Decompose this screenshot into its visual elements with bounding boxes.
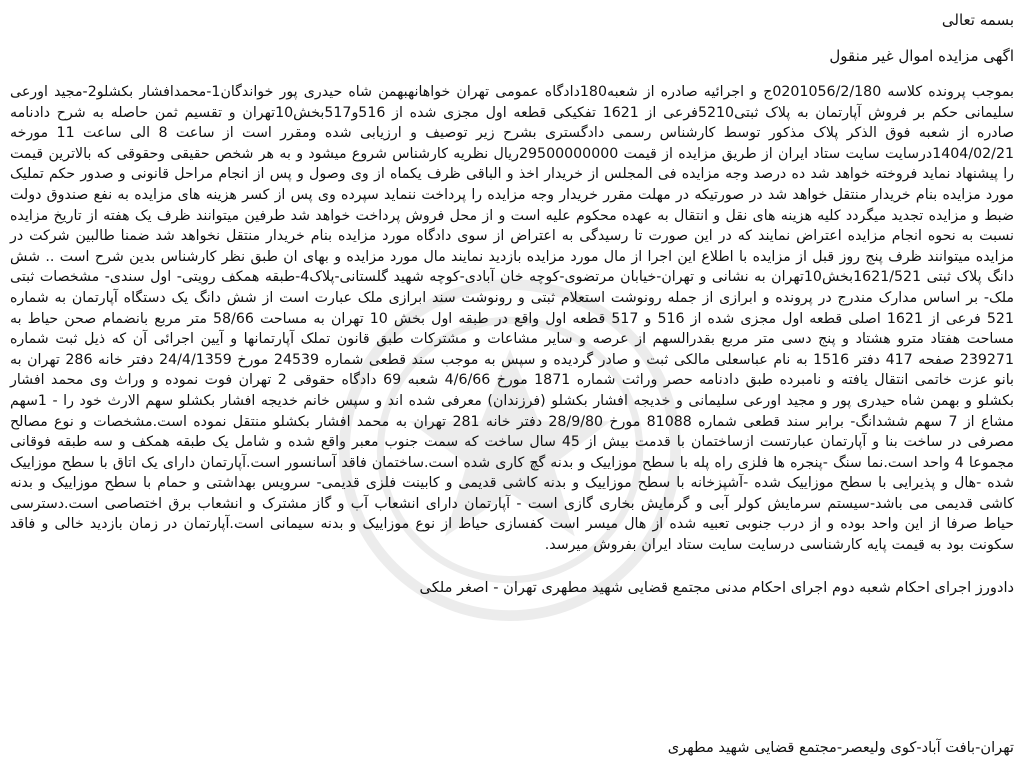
notice-title: اگهی مزایده اموال غیر منقول (829, 47, 1014, 65)
signature-line: دادورز اجرای احکام شعبه دوم اجرای احکام مدنی مجتمع قضایی شهید مطهری تهران - اصغر ملکی (419, 578, 1014, 596)
notice-body-text: بموجب پرونده کلاسه 0201056/2/180ج و اجرائیه صادره از شعبه180دادگاه عمومی تهران خواهانهبهمن شاه حیدری پور خواندگان1-محمدافشار بکشلو2-مجید اورعی سلیمانی حکم بر فروش آپارتمان به پلاک ثبتی5210فرعی از 1621 تفکیکی قطعه اول مجزی شده از 516و517بخش10تهران و تقسیم ثمن حاصله به شرح دادنامه صادره از شعبه فوق الذکر پلاک مذکور توسط کارشناس رسمی دادگستری بشرح زیر توصیف و ارزیابی شده ومقرر است از ساعت 8 الی ساعت 11 مورخه 1404/02/21درسایت سایت ستاد ایران از طریق مزایده از قیمت 29500000000ریال نظریه کارشناس شروع میشود و به هر شخص حقیقی وحقوقی که بالاترین قیمت را پیشنهاد نماید فروخته خواهد شد ده درصد وجه مزایده فی المجلس از خریدار اخذ و الباقی ظرف یکماه از وی وصول و پس از انجام مراحل قانونی و صدور حکم تملیک مورد مزایده بنام خریدار منتقل خواهد شد در صورتیکه در مهلت مقرر خریدار وجه مزایده را پرداخت ننماید سپرده وی پس از کسر هزینه های مزایده به نفع صندوق دولت ضبط و مزایده تجدید میگردد کلیه هزینه های نقل و انتقال به عهده محکوم علیه است و از محل فروش پرداخت خواهد شد طرفین میتوانند ظرف یک هفته از تاریخ مزایده نسبت به نحوه انجام مزایده اعتراض نمایند که در این صورت تا رسیدگی به اعتراض از سوی دادگاه مورد مزایده بنام خریدار منتقل نخواهد شد ضمنا طالبین شرکت در مزایده میتوانند ظرف پنج روز قبل از مزایده با اطلاع این اجرا از مال مورد مزایده بازدید نمایند مال مورد مزایده و بهای ان طبق نظر کارشناس بدین شرح است .. شش دانگ پلاک ثبتی 1621/521بخش10تهران به نشانی و تهران-خیابان مرتضوی-کوچه خان آبادی-کوچه شهید گلستانی-پلاک4-طبقه همکف رویتی- اول سندی- مشخصات ثبتی ملک- بر اساس مدارک مندرج در پرونده و ابرازی از جمله رونوشت استعلام ثبتی و رونوشت سند ابرازی ملک عبارت است از شش دانگ یک دستگاه آپارتمان به شماره 521 فرعی از 1621 اصلی قطعه اول مجزی شده از 516 و 517 قطعه اول واقع در طبقه اول بخش 10 تهران به مساحت 58/66 متر مربع بانضمام صحن حیاط به مساحت هفتاد مترو هشتاد و پنج دسی متر مربع بقدرالسهم از عرصه و سایر مشاعات و مشترکات طبق قانون تملک آپارتمانها و آیین اجرائی آن که ذیل ثبت شماره 239271 صفحه 417 دفتر 1516 به نام عباسعلی مالکی ثبت و صادر گردیده و سپس به موجب سند قطعی شماره 24539 مورخ 24/4/1359 دفتر خانه 286 تهران به بانو عزت خاتمی انتقال یافته و نامبرده طبق دادنامه حصر وراثت شماره 1871 مورخ 4/6/66 شعبه 69 دادگاه حقوقی 2 تهران فوت نموده و وراث وی محمد افشار بکشلو و بهمن شاه حیدری پور و مجید اورعی سلیمانی و خدیجه افشار بکشلو (فرزندان) معرفی شده اند و سپس خانم خدیجه افشار بکشلو سهم الارث خود را - 1سهم مشاع از 7 سهم ششدانگ- برابر سند قطعی شماره 81088 مورخ 28/9/80 دفتر خانه 281 تهران به محمد افشار بکشلو منتقل نموده است.مشخصات و نوع مصالح مصرفی در ساخت بنا و آپارتمان عبارتست ازساختمان با قدمت بیش از 45 سال ساخت که سمت جنوب معبر واقع شده و شامل یک طبقه همکف و سه طبقه فوقانی مجموعا 4 واحد است.نما سنگ -پنجره ها فلزی راه پله با سطح موزاییک و بدنه گچ کاری شده است.ساختمان فاقد آسانسور است.آپارتمان دارای یک اتاق با سطح موزاییک شده -هال و پذیرایی با سطح موزاییک شده -آشپزخانه با سطح موزاییک و بدنه کاشی قدیمی و کابینت فلزی قدیمی- سرویس بهداشتی و حمام با سطح موزاییک و بدنه کاشی قدیمی می باشد-سیستم سرمایش کولر آبی و گرمایش بخاری گازی است - آپارتمان دارای انشعاب آب و گاز مشترک و انشعاب برق اختصاصی است.دسترسی حیاط صرفا از این واحد بوده و از درب جنوبی تعبیه شده از هال میسر است کفسازی حیاط از نوع موزاییک و بدنه سیمانی است.آپارتمان در زمان بازدید خالی و فاقد سکونت بود به قیمت پایه کارشناسی درسایت سایت ستاد ایران بفروش میرسد. (10, 84, 1015, 554)
footer-address: تهران-بافت آباد-کوی ولیعصر-مجتمع قضایی شهید مطهری (667, 739, 1014, 756)
salutation-heading: بسمه تعالی (941, 11, 1014, 29)
